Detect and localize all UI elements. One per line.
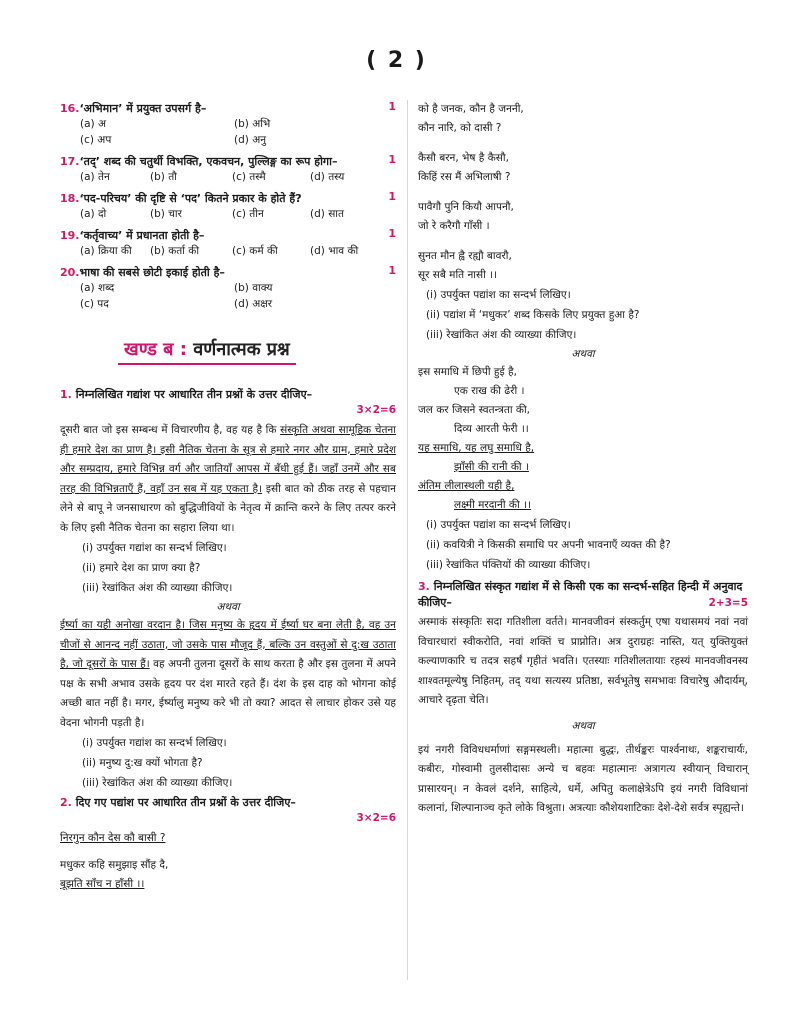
question-3-number: 3. [418,580,430,593]
sanskrit-passage-1: अस्माकं संस्कृतिः सदा गतिशीला वर्तते। मानवजीवनं संस्कर्तुम् एषा यथासमयं नवां नवां विचारधारां स्वीकरोति, नवां शक्तिं च प्राप्नोति। अत्र दुराग्रहः नास्ति, यत् युक्तियुक्तं कल्याणकारि च तदत्र सहर्षं गृहीतं भवति। एतस्याः गतिशीलतायाः रहस्यं मानवजीवनस्य शाश्वतमूल्येषु निहितम्, तद् यथा सत्यस्य प्रतिष्ठा, सर्वभूतेषु समभावः विचारेषु औदार्यम्, आचारे दृढ़ता चेति। [418,616,748,706]
mcq-option: (a) क्रिया की [80,245,132,257]
poem-line: निरगुन कौन देस कौ बासी ? [60,832,166,844]
question-2-prompt [60,795,396,811]
mcq-mark: 1 [388,227,396,240]
sanskrit-passage-2: इयं नगरी विविधधर्माणां सङ्गमस्थली। महात्मा बुद्धः, तीर्थङ्करः पार्श्वनाथः, शङ्कराचार्यः, कबीरः, गोस्वामी तुलसीदासः अन्ये च बहवः महात्मानः अत्रागत्य स्वीयान् विचारान् प्रासारयन्। न केवलं दर्शने, साहित्ये, धर्मे, अपितु कलाक्षेत्रेऽपि इयं नगरी विविधानां कलानां, शिल्पानाञ्च कृते लोके विश्रुता। अत्रत्याः कौशेयशाटिकाः देशे-देशे सर्वत्र स्पृह्यन्ते। [418,743,748,814]
poem-line: को है जनक, कौन है जननी, [418,103,524,115]
question-2-text: दिए गए पद्यांश पर आधारित तीन प्रश्नों के उत्तर दीजिए– [75,796,296,809]
poem-subhadra [418,363,748,515]
mcq-text: ‘पद-परिचय’ की दृष्टि से ‘पद’ कितने प्रकार के होते हैं? [79,192,302,205]
mcq-option: (b) तौ [150,171,177,183]
section-banner [118,337,296,365]
poem-line: अंतिम लीलास्थली यही है, [418,480,515,492]
mcq-prompt [60,190,396,207]
question-3-prompt [418,579,748,611]
mcq-prompt [60,264,396,281]
poem-line: इस समाधि में छिपी हुई है, [418,366,517,378]
mcq-option: (c) कर्म की [232,245,278,257]
page-number: ( 2 ) [366,48,427,73]
poem-line: सुनत मौन ह्वै रह्यौ बावरौ, [418,250,512,262]
mcq-options-row [60,170,396,186]
mcq-option: (c) अप [80,134,112,146]
mcq-text: ‘अभिमान’ में प्रयुक्त उपसर्ग है– [79,102,207,115]
poem-line: दिव्य आरती फेरी ।। [454,423,529,435]
left-column [60,100,396,894]
section-title: वर्णनात्मक प्रश्न [193,339,290,360]
mcq-option: (a) दो [80,208,107,220]
poem-line: सूर सबै मति नासी ।। [418,269,498,281]
sub-question: (i) उपर्युक्त गद्यांश का सन्दर्भ लिखिए। [82,542,227,554]
mcq-mark: 1 [388,190,396,203]
mcq-option: (d) अक्षर [234,298,273,310]
sub-question: (iii) रेखांकित अंश की व्याख्या कीजिए। [82,582,233,594]
sub-question: (iii) रेखांकित अंश की व्याख्या कीजिए। [426,329,577,341]
mcq-number: 16. [60,102,80,115]
or-label: अथवा [216,601,240,613]
section-label: खण्ड ब : [124,339,187,360]
poem-line: झाँसी की रानी की । [454,461,529,473]
poem-surdas [418,100,748,285]
mcq-options-row [60,244,396,260]
passage-2-underlined: ईर्ष्या का यही अनोखा वरदान है। जिस मनुष्य के हृदय में ईर्ष्या घर बना लेती है, वह उन चीजों से आनन्द नहीं उठाता, जो उसके पास मौजूद हैं, बल्कि उन वस्तुओं से दु:ख उठाता है, जो दूसरों के पास हैं। [60,619,396,670]
passage-2-rest: वह अपनी तुलना दूसरों के साथ करता है और इस तुलना में अपने पक्ष के सभी अभाव उसके हृदय पर दंश मारते रहते हैं। दंश के इस दाह को भोगना कोई अच्छी बात नहीं है। मगर, ईर्ष्यालु मनुष्य करे भी तो क्या? आदत से लाचार होकर उसे यह वेदना भोगनी पड़ती है। [60,658,396,729]
sub-question: (i) उपर्युक्त गद्यांश का सन्दर्भ लिखिए। [82,737,227,749]
poem-left [60,829,396,894]
or-label: अथवा [571,719,595,732]
sub-question: (iii) रेखांकित अंश की व्याख्या कीजिए। [82,777,233,789]
sub-question: (iii) रेखांकित पंक्तियों की व्याख्या कीजिए। [426,559,591,571]
poem-line: पावैगौ पुनि कियौ आपनौ, [418,201,514,213]
sub-question: (ii) कवयित्री ने किसकी समाधि पर अपनी भावनाएँ व्यक्त की है? [426,539,671,551]
mcq-question [60,153,396,186]
mcq-option: (b) अभि [234,118,271,130]
mcq-options-row [60,297,396,313]
passage-1-text: दूसरी बात जो इस सम्बन्ध में विचारणीय है, वह यह है कि [60,424,281,436]
question-2 [60,795,396,894]
mcq-option: (d) सात [310,208,344,220]
mcq-options-row [60,133,396,149]
passage-1 [60,421,396,538]
mcq-option: (a) शब्द [80,282,115,294]
mcq-mark: 1 [388,264,396,277]
sub-question: (ii) मनुष्य दु:ख क्यों भोगता है? [82,757,203,769]
mcq-option: (c) तीन [232,208,264,220]
passage-1-underlined: संस्कृति अथवा सामूहिक चेतना ही हमारे देश का प्राण है। इसी नैतिक चेतना के सूत्र से हमारे नगर और ग्राम, हमारे प्रदेश और सम्प्रदाय, हमारे विभिन्न वर्ग और जातियाँ आपस में बँधी हुई हैं। जहाँ उनमें और सब तरह की विभिन्नताएँ हैं, वहाँ उन सब में यह एकता है। [60,424,396,495]
mcq-options-row [60,281,396,297]
mcq-option: (a) तेन [80,171,110,183]
poem-line: बूझति साँच न हाँसी ।। [60,878,145,890]
poem-line: जो रे करैगौ गाँसी । [418,220,490,232]
question-3-marks: 2+3=5 [708,597,748,609]
mcq-option: (d) भाव की [310,245,359,257]
poem-line: जल कर जिसने स्वतन्त्रता की, [418,404,530,416]
poem-line: कैसौ बरन, भेष है कैसौ, [418,152,509,164]
sub-question: (i) उपर्युक्त पद्यांश का सन्दर्भ लिखिए। [426,289,571,301]
question-2-marks: 3×2=6 [356,812,396,824]
mcq-number: 19. [60,229,80,242]
mcq-question [60,190,396,223]
question-1 [60,387,396,793]
mcq-question [60,227,396,260]
question-1-number: 1. [60,388,72,401]
question-3 [418,579,748,819]
mcq-number: 20. [60,266,80,279]
question-1-text: निम्नलिखित गद्यांश पर आधारित तीन प्रश्नों के उत्तर दीजिए– [75,388,313,401]
passage-1-rest: इसी बात को ठीक तरह से पहचान लेने से बापू ने जनसाधारण को बुद्धिजीवियों के नेतृत्व में क्रान्ति करने के लिए तत्पर करने के लिए इसी नैतिक चेतना का सहारा लिया था। [60,482,396,534]
passage-2 [60,616,396,733]
question-1-prompt [60,387,396,403]
question-1-marks: 3×2=6 [356,404,396,416]
mcq-option: (b) वाक्य [234,282,273,294]
poem-line: एक राख की ढेरी । [454,385,525,397]
mcq-options-row [60,117,396,133]
mcq-option: (d) अनु [234,134,267,146]
mcq-option: (b) कर्ता की [150,245,200,257]
poem-line: लक्ष्मी मरदानी की ।। [454,499,531,511]
question-3-text: निम्नलिखित संस्कृत गद्यांश में से किसी एक का सन्दर्भ-सहित हिन्दी में अनुवाद कीजिए– [418,580,743,609]
mcq-text: ‘कर्तृवाच्य’ में प्रधानता होती है– [79,229,205,242]
sub-question: (ii) हमारे देश का प्राण क्या है? [82,562,201,574]
poem-line: कौन नारि, को दासी ? [418,122,502,134]
mcq-list [60,100,396,313]
or-label: अथवा [571,348,595,360]
poem-line: किहिं रस मैं अभिलाषी ? [418,171,511,183]
mcq-option: (a) अ [80,118,106,130]
poem-line: यह समाधि, यह लघु समाधि है, [418,442,535,454]
mcq-option: (d) तस्य [310,171,345,183]
mcq-prompt [60,100,396,117]
mcq-prompt [60,227,396,244]
mcq-mark: 1 [388,153,396,166]
mcq-text: ‘तद्’ शब्द की चतुर्थी विभक्ति, एकवचन, पुल्लिङ्ग का रूप होगा– [79,155,338,168]
mcq-option: (c) पद [80,298,109,310]
mcq-prompt [60,153,396,170]
question-2-number: 2. [60,796,72,809]
mcq-option: (c) तस्मै [232,171,266,183]
mcq-options-row [60,207,396,223]
mcq-number: 17. [60,155,80,168]
mcq-question [60,264,396,313]
sub-question: (i) उपर्युक्त पद्यांश का सन्दर्भ लिखिए। [426,519,571,531]
poem-line: मधुकर कहि समुझाइ सौंह दै, [60,859,169,871]
mcq-question [60,100,396,149]
mcq-mark: 1 [388,100,396,113]
mcq-number: 18. [60,192,80,205]
right-column [418,100,748,819]
mcq-text: भाषा की सबसे छोटी इकाई होती है– [79,266,225,279]
sub-question: (ii) पद्यांश में ‘मधुकर’ शब्द किसके लिए प्रयुक्त हुआ है? [426,309,640,321]
mcq-option: (b) चार [150,208,182,220]
column-divider [407,100,408,980]
